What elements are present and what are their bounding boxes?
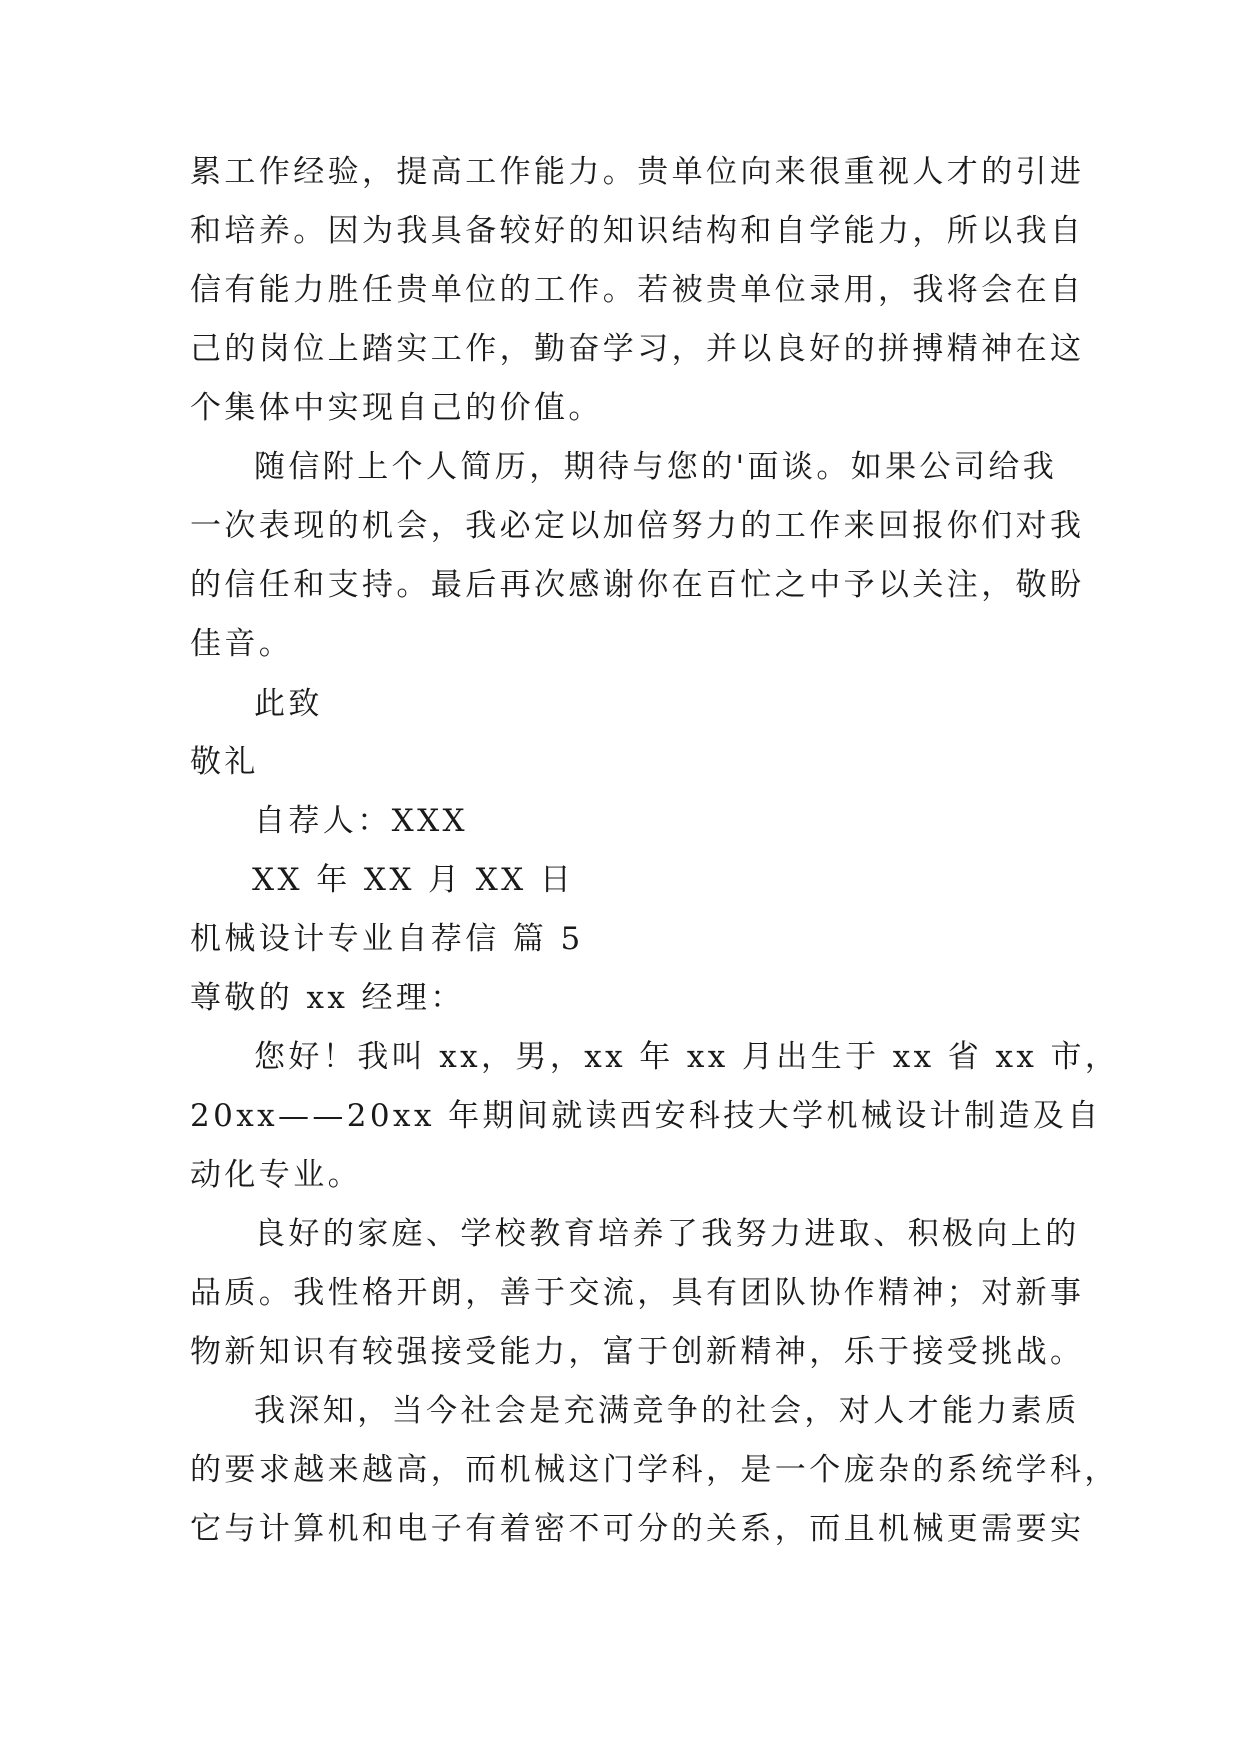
paragraph-line: 一次表现的机会，我必定以加倍努力的工作来回报你们对我: [190, 508, 1085, 544]
date-line: XX 年 XX 月 XX 日: [252, 862, 575, 898]
paragraph-line: 我深知，当今社会是充满竞争的社会，对人才能力素质: [254, 1393, 1080, 1429]
paragraph-line: 随信附上个人简历，期待与您的'面谈。如果公司给我: [254, 449, 1058, 485]
paragraph-line: 累工作经验，提高工作能力。贵单位向来很重视人才的引进: [190, 154, 1085, 190]
paragraph-line: 个集体中实现自己的价值。: [190, 390, 603, 426]
paragraph-line: 信有能力胜任贵单位的工作。若被贵单位录用，我将会在自: [190, 272, 1085, 308]
paragraph-line: 的要求越来越高，而机械这门学科，是一个庞杂的系统学科，: [190, 1452, 1119, 1488]
greeting-line: 尊敬的 xx 经理：: [190, 980, 465, 1016]
paragraph-line: 和培养。因为我具备较好的知识结构和自学能力，所以我自: [190, 213, 1085, 249]
paragraph-line: 佳音。: [190, 626, 294, 662]
paragraph-line: 它与计算机和电子有着密不可分的关系，而且机械更需要实: [190, 1511, 1085, 1547]
paragraph-line: 的信任和支持。最后再次感谢你在百忙之中予以关注，敬盼: [190, 567, 1085, 603]
closing-regards: 敬礼: [190, 744, 259, 780]
paragraph-line: 动化专业。: [190, 1157, 362, 1193]
paragraph-line: 物新知识有较强接受能力，富于创新精神，乐于接受挑战。: [190, 1334, 1085, 1370]
paragraph-line: 20xx——20xx 年期间就读西安科技大学机械设计制造及自: [190, 1098, 1102, 1134]
paragraph-line: 己的岗位上踏实工作，勤奋学习，并以良好的拼搏精神在这: [190, 331, 1085, 367]
closing-salutation: 此致: [254, 686, 323, 722]
section-title: 机械设计专业自荐信 篇 5: [190, 921, 584, 957]
paragraph-line: 品质。我性格开朗，善于交流，具有团队协作精神；对新事: [190, 1275, 1085, 1311]
signature-line: 自荐人：XXX: [254, 803, 469, 839]
paragraph-line: 您好！我叫 xx，男，xx 年 xx 月出生于 xx 省 xx 市，: [254, 1039, 1120, 1075]
paragraph-line: 良好的家庭、学校教育培养了我努力进取、积极向上的: [254, 1216, 1080, 1252]
